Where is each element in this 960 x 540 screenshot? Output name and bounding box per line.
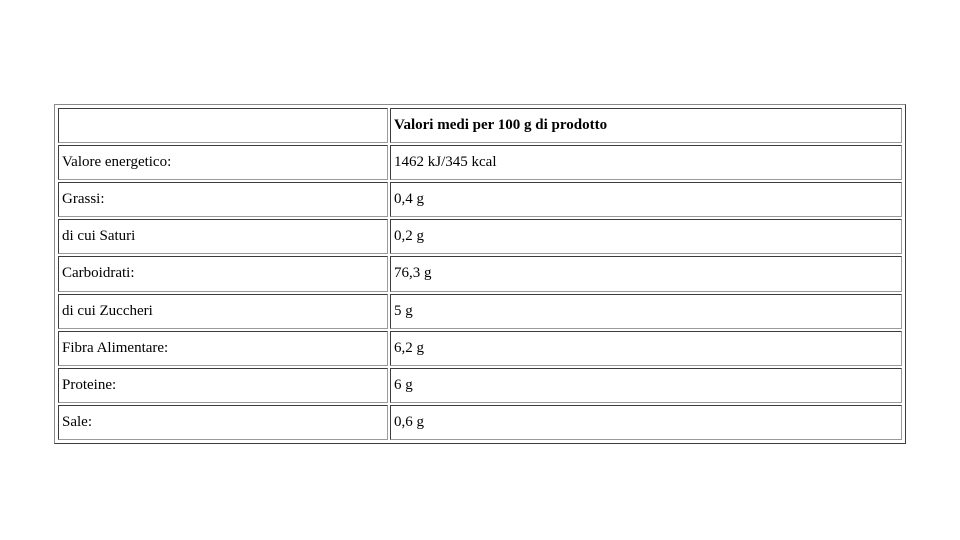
nutrient-value: 0,4 g — [390, 182, 902, 217]
table-row — [58, 368, 902, 403]
table-row — [58, 145, 902, 180]
table-header-row — [58, 108, 902, 143]
nutrient-label: Fibra Alimentare: — [58, 331, 388, 366]
nutrient-value: 0,6 g — [390, 405, 902, 440]
nutrient-label: Proteine: — [58, 368, 388, 403]
table-row — [58, 294, 902, 329]
nutrient-value: 1462 kJ/345 kcal — [390, 145, 902, 180]
nutrient-label: Sale: — [58, 405, 388, 440]
nutrition-table — [56, 106, 904, 442]
nutrient-value: 6 g — [390, 368, 902, 403]
nutrient-label: di cui Zuccheri — [58, 294, 388, 329]
nutrient-label: di cui Saturi — [58, 219, 388, 254]
nutrient-label: Valore energetico: — [58, 145, 388, 180]
table-row — [58, 405, 902, 440]
nutrition-table-frame — [54, 104, 906, 444]
table-row — [58, 256, 902, 291]
nutrient-value: 6,2 g — [390, 331, 902, 366]
nutrient-label: Grassi: — [58, 182, 388, 217]
nutrient-label: Carboidrati: — [58, 256, 388, 291]
header-label-cell — [58, 108, 388, 143]
table-row — [58, 219, 902, 254]
nutrient-value: 76,3 g — [390, 256, 902, 291]
nutrient-value: 0,2 g — [390, 219, 902, 254]
nutrient-value: 5 g — [390, 294, 902, 329]
table-row — [58, 182, 902, 217]
header-value-cell: Valori medi per 100 g di prodotto — [390, 108, 902, 143]
table-row — [58, 331, 902, 366]
